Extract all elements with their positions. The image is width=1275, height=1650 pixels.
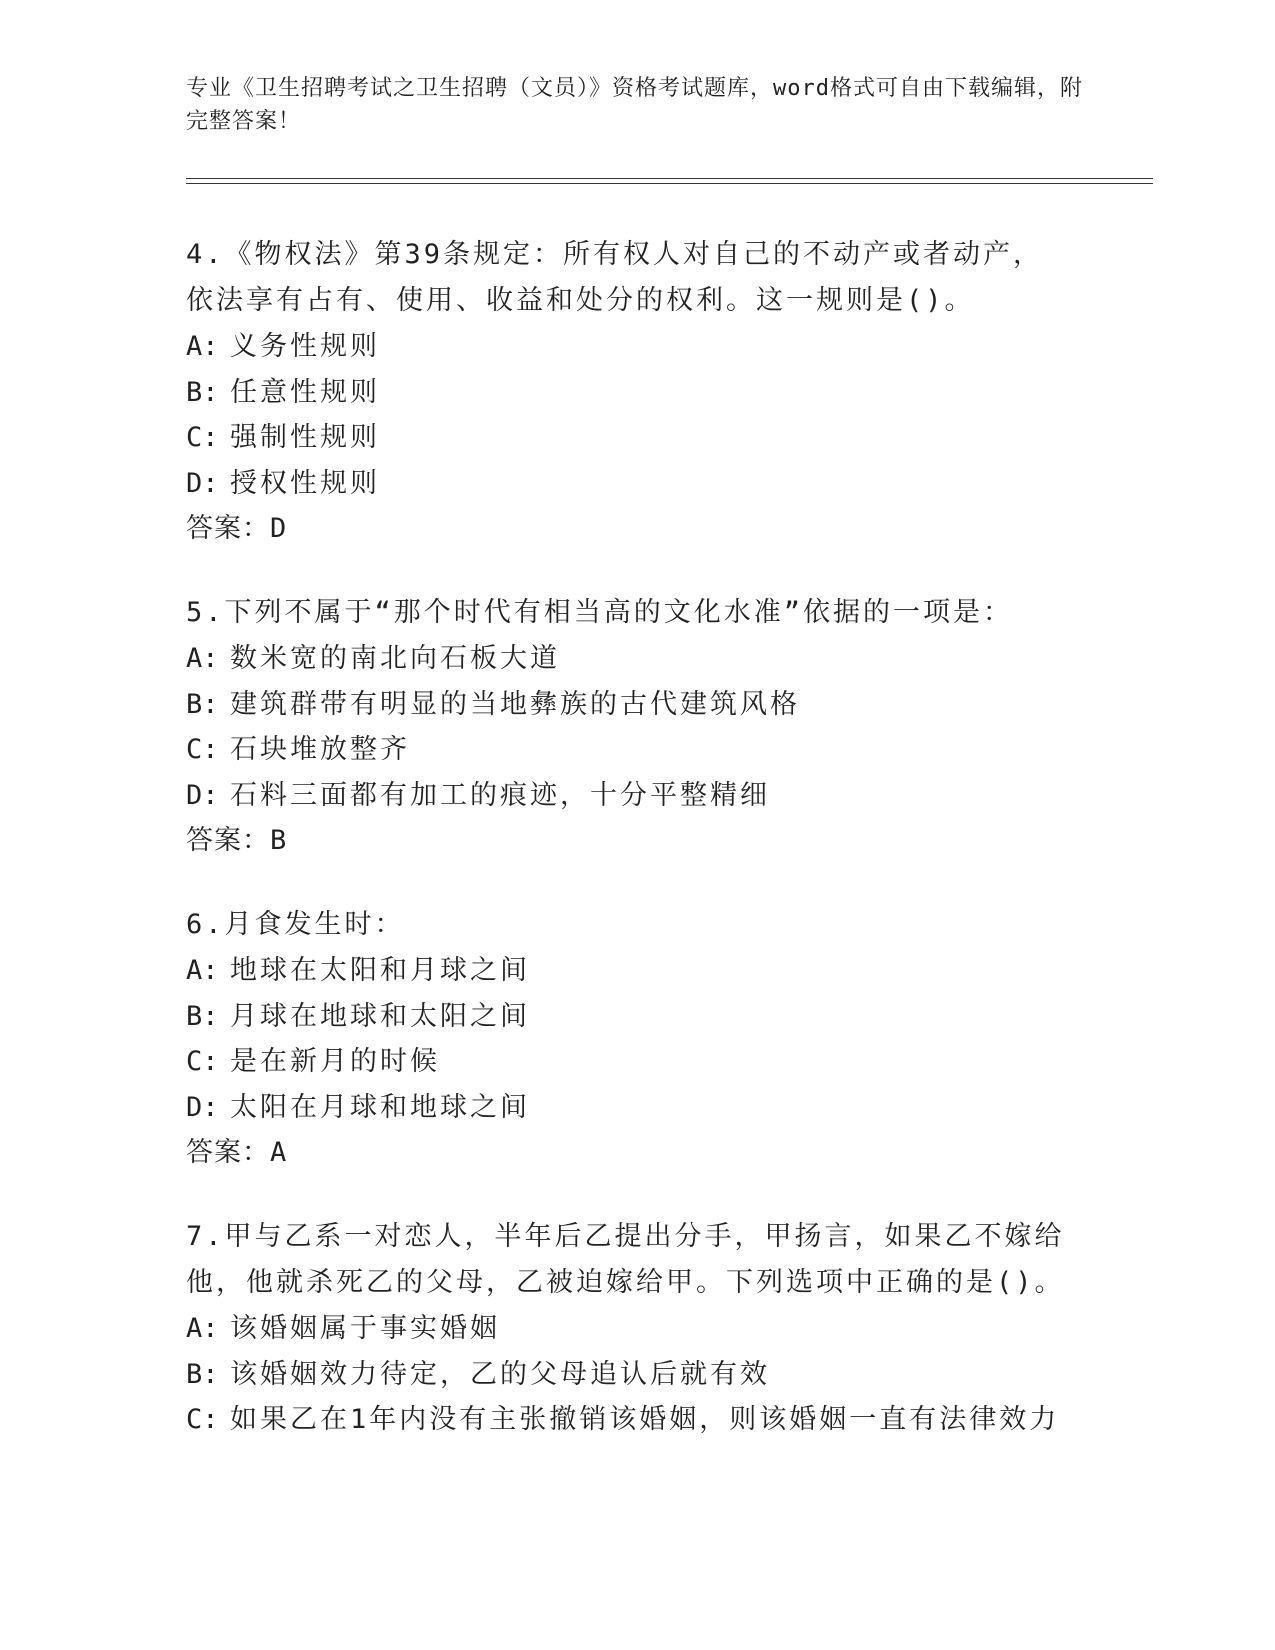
question-7 (186, 1214, 1066, 1443)
header-divider-bottom (186, 183, 1153, 184)
option-key: A: (186, 1313, 219, 1344)
option-key: D: (186, 1091, 219, 1123)
question-4 (186, 232, 1066, 552)
option-key: C: (186, 1404, 219, 1435)
option-text: 建筑群带有明显的当地彝族的古代建筑风格 (230, 688, 800, 720)
option-key: A: (186, 643, 219, 674)
option-text: 月球在地球和太阳之间 (230, 1000, 530, 1032)
option-text: 石料三面都有加工的痕迹，十分平整精细 (230, 779, 770, 811)
answer-label: 答案： (186, 513, 270, 544)
option-a (186, 636, 1066, 682)
answer-line (186, 506, 1066, 552)
option-key: B: (186, 1000, 219, 1032)
option-key: C: (186, 1046, 219, 1077)
option-key: A: (186, 955, 219, 986)
option-key: C: (186, 734, 219, 765)
answer-value: A (270, 1137, 288, 1168)
option-text: 授权性规则 (230, 467, 380, 499)
option-key: B: (186, 1358, 219, 1390)
option-d (186, 1085, 1066, 1131)
option-key: D: (186, 779, 219, 811)
answer-label: 答案： (186, 825, 270, 856)
option-text: 石块堆放整齐 (230, 734, 410, 765)
option-key: B: (186, 688, 219, 720)
option-text: 义务性规则 (230, 331, 380, 362)
answer-value: D (270, 513, 288, 544)
option-key: B: (186, 376, 219, 408)
document-header: 专业《卫生招聘考试之卫生招聘（文员）》资格考试题库，word格式可自由下载编辑，附完整答案！ (186, 76, 1083, 134)
question-stem: 4.《物权法》第39条规定：所有权人对自己的不动产或者动产，依法享有占有、使用、收益和处分的权利。这一规则是()。 (186, 239, 1044, 316)
option-key: D: (186, 467, 219, 499)
option-b (186, 370, 1066, 416)
question-list (186, 232, 1066, 1481)
answer-line (186, 818, 1066, 864)
option-b (186, 1352, 1066, 1398)
option-a (186, 324, 1066, 370)
answer-value: B (270, 825, 288, 856)
option-text: 太阳在月球和地球之间 (230, 1091, 530, 1123)
option-c (186, 727, 1066, 773)
option-d (186, 773, 1066, 819)
answer-label: 答案： (186, 1137, 270, 1168)
option-text: 任意性规则 (230, 376, 380, 408)
option-text: 是在新月的时候 (230, 1046, 440, 1077)
option-d (186, 461, 1066, 507)
question-stem: 5.下列不属于“那个时代有相当高的文化水准”依据的一项是： (186, 597, 1014, 628)
option-a (186, 948, 1066, 994)
question-6 (186, 902, 1066, 1176)
option-key: C: (186, 422, 219, 453)
option-text: 该婚姻属于事实婚姻 (230, 1313, 500, 1344)
option-text: 如果乙在1年内没有主张撤销该婚姻，则该婚姻一直有法律效力 (230, 1404, 1060, 1435)
answer-line (186, 1130, 1066, 1176)
option-b (186, 682, 1066, 728)
option-text: 该婚姻效力待定，乙的父母追认后就有效 (230, 1358, 770, 1390)
option-b (186, 994, 1066, 1040)
option-a (186, 1306, 1066, 1352)
option-text: 数米宽的南北向石板大道 (230, 643, 560, 674)
option-c (186, 1039, 1066, 1085)
header-divider-top (186, 178, 1153, 179)
question-stem: 6.月食发生时： (186, 909, 405, 940)
question-stem: 7.甲与乙系一对恋人，半年后乙提出分手，甲扬言，如果乙不嫁给他，他就杀死乙的父母，乙被迫嫁给甲。下列选项中正确的是()。 (186, 1221, 1065, 1298)
option-c (186, 415, 1066, 461)
option-key: A: (186, 331, 219, 362)
option-c (186, 1397, 1066, 1443)
option-text: 强制性规则 (230, 422, 380, 453)
option-text: 地球在太阳和月球之间 (230, 955, 530, 986)
question-5 (186, 590, 1066, 864)
